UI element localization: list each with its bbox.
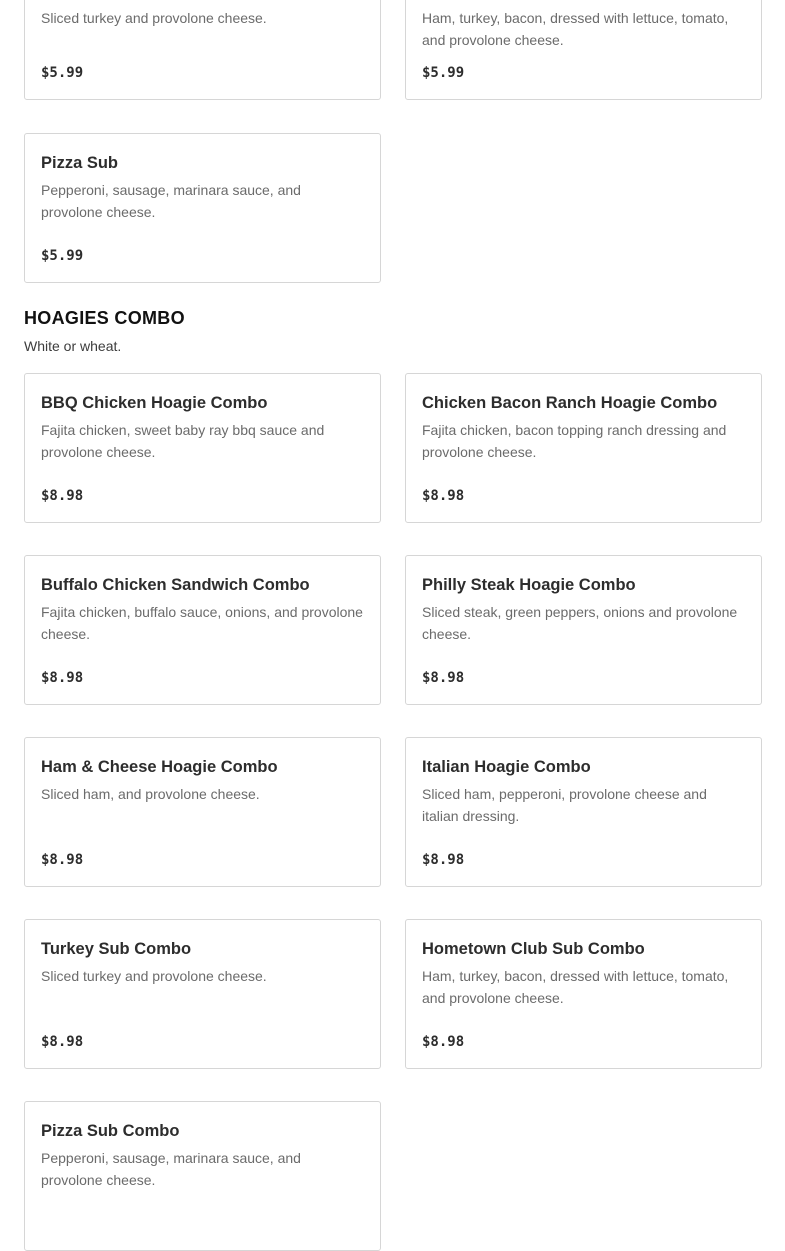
menu-item-card-italian-hoagie-combo[interactable] [405, 737, 762, 887]
menu-item-card-bbq-chicken-hoagie-combo[interactable] [24, 373, 381, 523]
item-price: $8.98 [422, 488, 465, 504]
item-price: $5.99 [41, 248, 84, 264]
item-description: Ham, turkey, bacon, dressed with lettuce, tomato, and provolone cheese. [422, 968, 729, 1006]
item-name: Pizza Sub Combo [41, 1122, 180, 1140]
section-title: HOAGIES COMBO [24, 308, 185, 328]
item-name: Turkey Sub Combo [41, 940, 192, 958]
menu-item-card-turkey-sub-combo[interactable] [24, 919, 381, 1069]
item-description: Ham, turkey, bacon, dressed with lettuce, tomato, and provolone cheese. [422, 10, 729, 48]
item-description: Sliced turkey and provolone cheese. [41, 10, 267, 26]
item-name: Buffalo Chicken Sandwich Combo [41, 576, 310, 594]
item-price: $8.98 [41, 852, 84, 868]
item-price: $8.98 [41, 670, 84, 686]
section-subtitle: White or wheat. [24, 338, 122, 354]
menu-item-card-pizza-sub-combo[interactable] [24, 1101, 381, 1251]
menu-item-card-ham-cheese-hoagie-combo[interactable] [24, 737, 381, 887]
item-price: $8.98 [422, 670, 465, 686]
item-description: Pepperoni, sausage, marinara sauce, and provolone cheese. [41, 1150, 301, 1188]
menu-item-card-buffalo-chicken-sandwich-combo[interactable] [24, 555, 381, 705]
menu-item-card-chicken-bacon-ranch-hoagie-combo[interactable] [405, 373, 762, 523]
item-price: $8.98 [422, 852, 465, 868]
item-name: Chicken Bacon Ranch Hoagie Combo [422, 394, 718, 412]
item-price: $8.98 [41, 488, 84, 504]
item-description: Pepperoni, sausage, marinara sauce, and provolone cheese. [41, 182, 301, 220]
item-price: $8.98 [422, 1034, 465, 1050]
item-description: Sliced ham, and provolone cheese. [41, 786, 260, 802]
item-price: $8.98 [41, 1034, 84, 1050]
item-name: Philly Steak Hoagie Combo [422, 576, 636, 594]
item-name: Pizza Sub [41, 154, 119, 172]
menu-item-card-pizza-sub[interactable] [24, 133, 381, 283]
menu-item-card-hometown-club-sub-combo[interactable] [405, 919, 762, 1069]
menu-item-card[interactable] [24, 0, 381, 100]
item-name: Ham & Cheese Hoagie Combo [41, 758, 278, 776]
item-description: Sliced steak, green peppers, onions and provolone cheese. [422, 604, 738, 642]
item-price: $5.99 [422, 65, 465, 81]
menu-item-card[interactable] [405, 0, 762, 100]
item-description: Fajita chicken, bacon topping ranch dressing and provolone cheese. [422, 422, 727, 460]
item-name: Italian Hoagie Combo [422, 758, 591, 776]
item-description: Sliced turkey and provolone cheese. [41, 968, 267, 984]
item-description: Sliced ham, pepperoni, provolone cheese and italian dressing. [422, 786, 707, 824]
item-name: BBQ Chicken Hoagie Combo [41, 394, 268, 412]
item-name: Hometown Club Sub Combo [422, 940, 645, 958]
item-description: Fajita chicken, sweet baby ray bbq sauce and provolone cheese. [41, 422, 325, 460]
item-price: $5.99 [41, 65, 84, 81]
item-description: Fajita chicken, buffalo sauce, onions, and provolone cheese. [41, 604, 363, 642]
menu-item-card-philly-steak-hoagie-combo[interactable] [405, 555, 762, 705]
